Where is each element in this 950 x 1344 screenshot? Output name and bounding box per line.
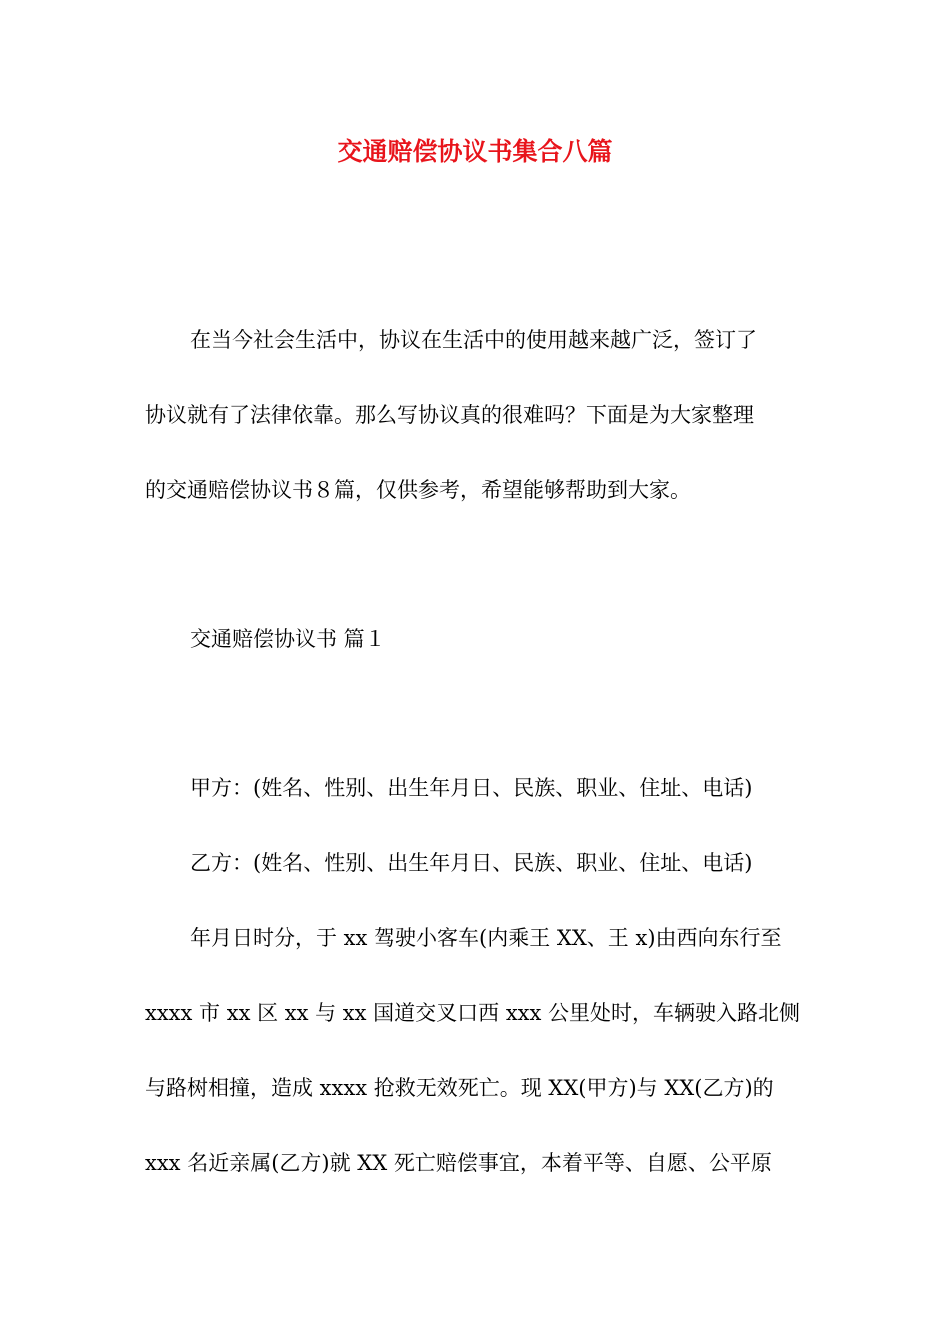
paragraph-line: xxx 名近亲属(乙方)就 XX 死亡赔偿事宜，本着平等、自愿、公平原	[145, 1151, 772, 1175]
paragraph-line: 与路树相撞，造成 xxxx 抢救无效死亡。现 XX(甲方)与 XX(乙方)的	[145, 1076, 774, 1100]
paragraph-line: xxxx 市 xx 区 xx 与 xx 国道交叉口西 xxx 公里处时，车辆驶入路北侧	[145, 1001, 801, 1025]
party-a-line: 甲方：(姓名、性别、出生年月日、民族、职业、住址、电话)	[190, 776, 753, 800]
paragraph-line: 在当今社会生活中，协议在生活中的使用越来越广泛，签订了	[190, 328, 757, 352]
paragraph-line: 年月日时分，于 xx 驾驶小客车(内乘王 XX、王 x)由西向东行至	[190, 926, 782, 950]
section-heading: 交通赔偿协议书 篇１	[190, 627, 386, 651]
paragraph-line: 协议就有了法律依靠。那么写协议真的很难吗？下面是为大家整理	[145, 403, 754, 427]
paragraph-line: 的交通赔偿协议书８篇，仅供参考，希望能够帮助到大家。	[145, 478, 691, 502]
party-b-line: 乙方：(姓名、性别、出生年月日、民族、职业、住址、电话)	[190, 851, 753, 875]
document-title: 交通赔偿协议书集合八篇	[337, 137, 613, 166]
